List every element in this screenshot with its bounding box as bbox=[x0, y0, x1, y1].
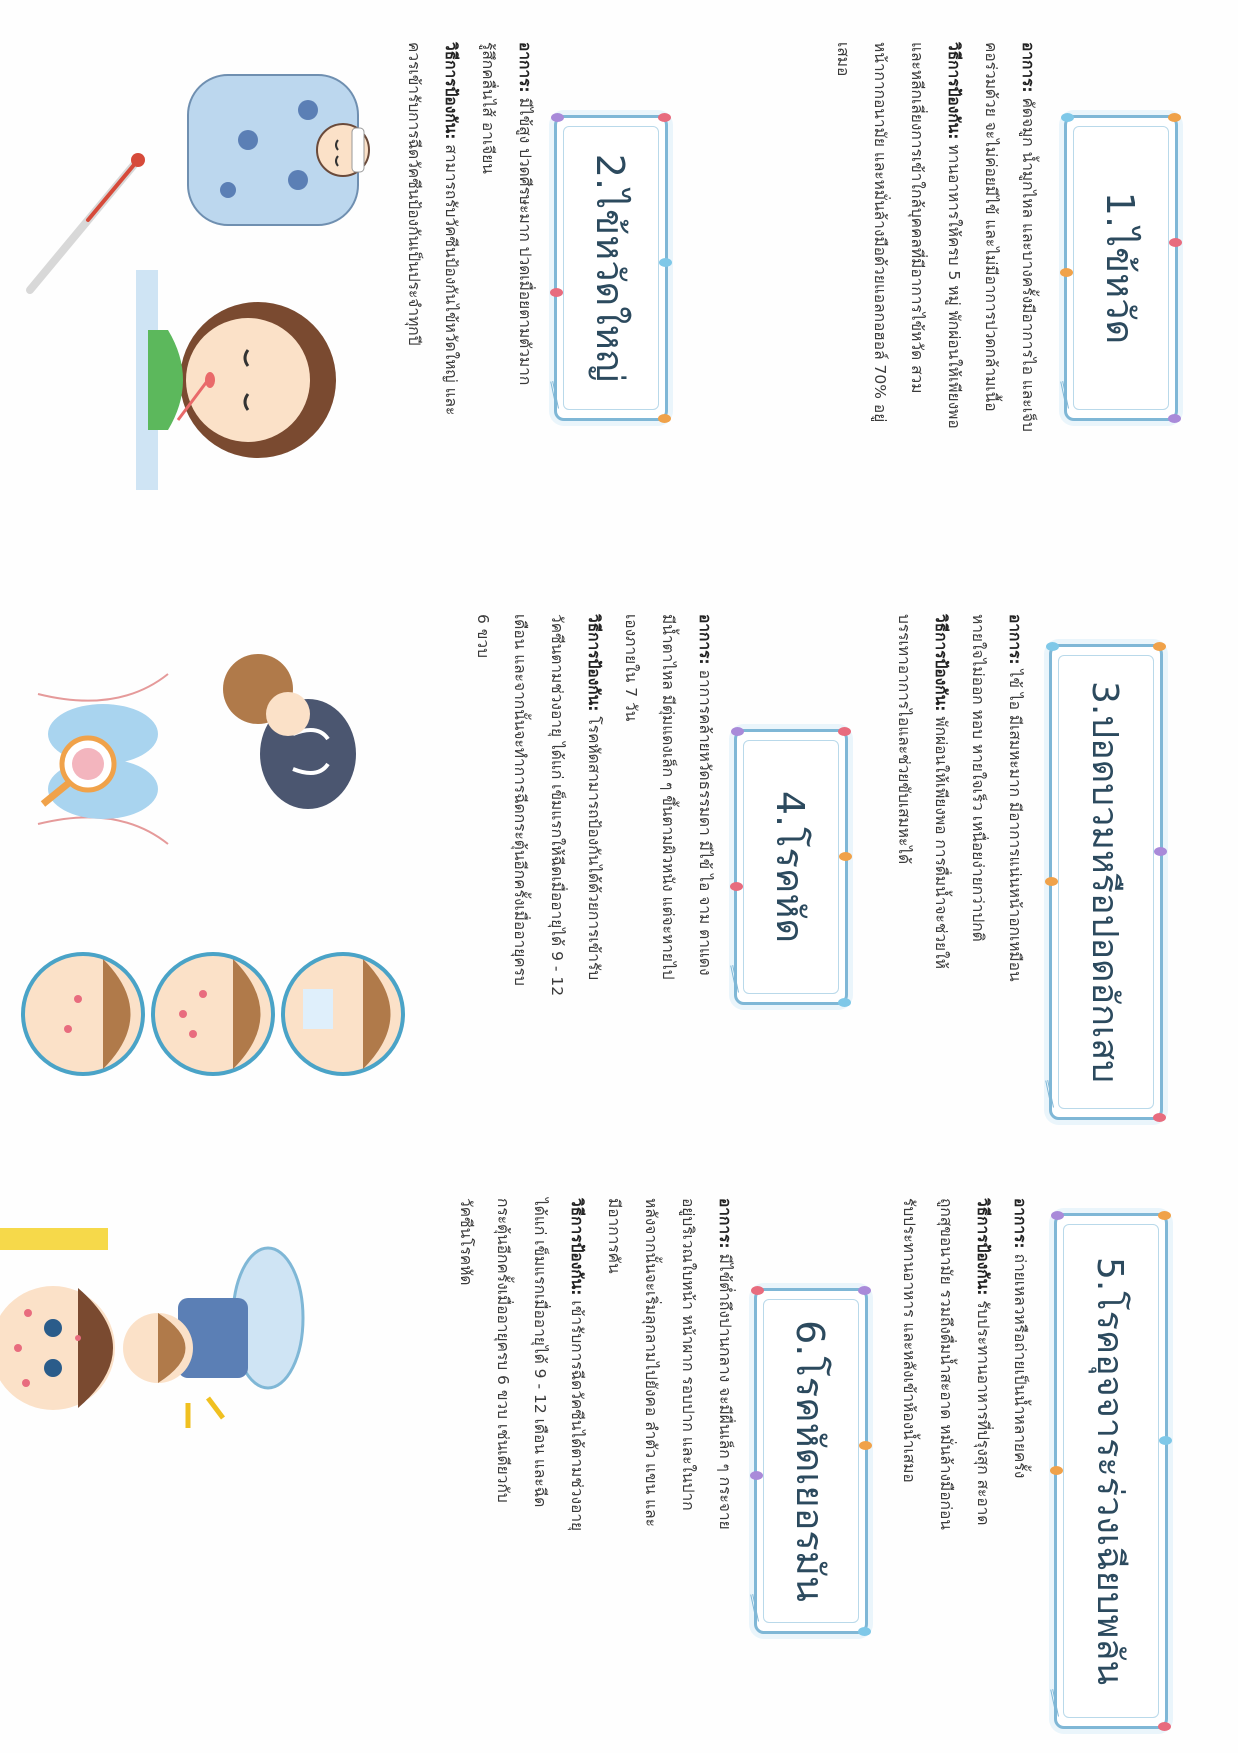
flu-symptom-label: อาการ: bbox=[516, 42, 534, 93]
panel-common-cold-flu bbox=[0, 0, 1238, 584]
title-pneumonia: 3.ปอดบวมหรือปอดอักเสบ bbox=[1084, 680, 1126, 1084]
flu-symptom-line-1: มีไข้สูง ปวดศีรษะมาก ปวดเมื่อยตามตัวมาก bbox=[516, 97, 534, 386]
cold-symptom-line-1: คัดจมูก น้ำมูกไหล และบางครั้งมีอาการไอ และเจ็บ bbox=[1019, 97, 1037, 432]
cold-prevent-line-2: และหลีกเลี่ยงการเข้าใกล้บุคคลที่มีอาการไข้หวัด สวม bbox=[908, 42, 926, 394]
title-frame-diarrhea bbox=[1054, 1213, 1168, 1729]
rubella-symptom-line-2: อยู่บริเวณใบหน้า หน้าผาก รอบปาก และในปาก bbox=[679, 1198, 697, 1511]
measles-symptom-line-2: มีน้ำตาไหล มีตุ่มแดงเล็ก ๆ ขึ้นตามผิวหนัง แต่จะหายไป bbox=[659, 614, 677, 980]
title-cold: 1.ไข้หวัด bbox=[1098, 191, 1143, 345]
flu-symptom-line-2: รู้สึกคลื่นไส้ อาเจียน bbox=[479, 42, 497, 174]
cold-prevent-line-4: เสมอ bbox=[834, 42, 852, 77]
rubella-symptom-line-3: หลังจากนั้นจะเริ่มลุกลามไปยังคอ ลำตัว แขน และ bbox=[642, 1198, 660, 1527]
measles-prevent-line-4: 6 ขวบ bbox=[474, 614, 492, 658]
rash-child-face-illustration bbox=[0, 1228, 108, 1448]
cold-prevent-label: วิธีการป้องกัน: bbox=[945, 42, 963, 140]
diarrhea-prevent-line-2: ถูกสุขอนามัย รวมถึงดื่มน้ำสะอาด หมั่นล้างมือก่อน bbox=[937, 1198, 955, 1530]
cold-prevent-line-3: หน้ากากอนามัย และหมั่นล้างมือด้วยแอลกอฮอล์ 70% อยู่ bbox=[871, 42, 889, 423]
text-block-rubella bbox=[447, 1198, 743, 1738]
panel-pneumonia-measles bbox=[0, 584, 1238, 1168]
text-block-pneumonia bbox=[885, 614, 1033, 1154]
title-measles: 4.โรคหัด bbox=[768, 790, 813, 944]
rubella-prevent-line-1: เข้ารับการฉีดวัคซีนได้ตามช่วงอายุ bbox=[568, 1300, 586, 1532]
measles-prevent-line-2: วัคซีนตามช่วงอายุ ได้แก่ เข็มแรกให้ฉีดเมื่ออายุได้ 9 - 12 bbox=[548, 614, 566, 997]
measles-prevent-label: วิธีการป้องกัน: bbox=[585, 614, 603, 712]
lungs-magnifier-illustration bbox=[28, 654, 178, 864]
measles-faces-illustration bbox=[18, 874, 408, 1154]
pneumonia-symptom-line-1: ไข้ ไอ มีเสมหะมาก มีอาการแน่นหน้าอกเหมือน bbox=[1006, 669, 1024, 982]
measles-prevent-line-1: โรคหัดสามารถป้องกันได้ด้วยการเข้ารับ bbox=[585, 716, 603, 981]
pneumonia-symptom-line-2: หายใจไม่ออก หอบ หายใจเร็ว เหนื่อยง่ายกว่าปกติ bbox=[969, 614, 987, 942]
measles-prevent-line-3: เดือน และจากนั้นจะทำการฉีดกระตุ้นอีกครั้งเมื่ออายุครบ bbox=[511, 614, 529, 986]
flu-prevent-line-1: สามารถรับวัคซีนป้องกันไข้หวัดใหญ่ และ bbox=[442, 144, 460, 416]
rubella-prevent-line-3: กระตุ้นอีกครั้งเมื่ออายุครบ 6 ขวบ เช่นเดียวกับ bbox=[494, 1198, 512, 1503]
text-block-cold bbox=[824, 42, 1046, 562]
coughing-child-illustration bbox=[208, 644, 378, 814]
rubella-prevent-label: วิธีการป้องกัน: bbox=[568, 1198, 586, 1296]
stomachache-child-illustration bbox=[108, 1238, 328, 1438]
pneumonia-prevent-label: วิธีการป้องกัน: bbox=[932, 614, 950, 712]
flu-prevent-line-2: ควรเข้ารับการฉีดวัคซีนป้องกันเป็นประจำทุกปี bbox=[405, 42, 423, 346]
rubella-prevent-line-4: วัคซีนโรคหัด bbox=[457, 1198, 475, 1286]
measles-symptom-label: อาการ: bbox=[696, 614, 714, 665]
cold-symptom-line-2: คอร่วมด้วย จะไม่ค่อยมีไข้ และไม่มีอาการปวดกล้ามเนื้อ bbox=[982, 42, 1000, 412]
title-frame-pneumonia bbox=[1049, 644, 1163, 1120]
panel-diarrhea-rubella bbox=[0, 1168, 1238, 1752]
pneumonia-prevent-line-1: พักผ่อนให้เพียงพอ การดื่มน้ำจะช่วยให้ bbox=[932, 716, 950, 969]
cold-symptom-label: อาการ: bbox=[1019, 42, 1037, 93]
child-with-fever-illustration bbox=[118, 270, 358, 490]
title-diarrhea: 5.โรคอุจจาระร่วงเฉียบพลัน bbox=[1089, 1256, 1131, 1686]
pneumonia-symptom-label: อาการ: bbox=[1006, 614, 1024, 665]
text-block-measles bbox=[464, 614, 723, 1154]
flu-prevent-label: วิธีการป้องกัน: bbox=[442, 42, 460, 140]
title-frame-cold bbox=[1064, 115, 1178, 421]
rubella-symptom-line-1: มีไข้ต่ำถึงปานกลาง จะมีผื่นเล็ก ๆ กระจาย bbox=[716, 1253, 734, 1530]
measles-symptom-line-3: เองภายใน 7 วัน bbox=[622, 614, 640, 722]
title-frame-rubella bbox=[754, 1288, 868, 1634]
title-frame-flu bbox=[554, 115, 668, 421]
rubella-prevent-line-2: ได้แก่ เข็มแรกเมื่ออายุได้ 9 - 12 เดือน และฉีด bbox=[531, 1198, 549, 1508]
text-block-diarrhea bbox=[890, 1198, 1038, 1738]
rubella-symptom-label: อาการ: bbox=[716, 1198, 734, 1249]
rubella-symptom-line-4: มีอาการคัน bbox=[605, 1198, 623, 1274]
diarrhea-symptom-line-1: ถ่ายเหลวหรือถ่ายเป็นน้ำหลายครั้ง bbox=[1011, 1253, 1029, 1479]
pneumonia-prevent-line-2: บรรเทาอาการไอและช่วยขับเสมหะได้ bbox=[895, 614, 913, 865]
diarrhea-symptom-label: อาการ: bbox=[1011, 1198, 1029, 1249]
diarrhea-prevent-line-1: รับประทานอาหารที่ปรุงสุก สะอาด bbox=[974, 1300, 992, 1526]
measles-symptom-line-1: อาการคล้ายหวัดธรรมดา มีไข้ ไอ จาม ตาแดง bbox=[696, 669, 714, 976]
cold-prevent-line-1: ทานอาหารให้ครบ 5 หมู่ พักผ่อนให้เพียงพอ bbox=[945, 144, 963, 429]
sick-child-in-bed-illustration bbox=[178, 70, 378, 240]
title-frame-measles bbox=[734, 729, 848, 1005]
diarrhea-prevent-label: วิธีการป้องกัน: bbox=[974, 1198, 992, 1296]
diarrhea-prevent-line-3: รับประทานอาหาร และหลังเข้าห้องน้ำเสมอ bbox=[900, 1198, 918, 1483]
title-flu: 2.ไข้หวัดใหญ่ bbox=[588, 153, 633, 383]
title-rubella: 6.โรคหัดเยอรมัน bbox=[788, 1320, 833, 1602]
text-block-flu bbox=[395, 42, 543, 562]
